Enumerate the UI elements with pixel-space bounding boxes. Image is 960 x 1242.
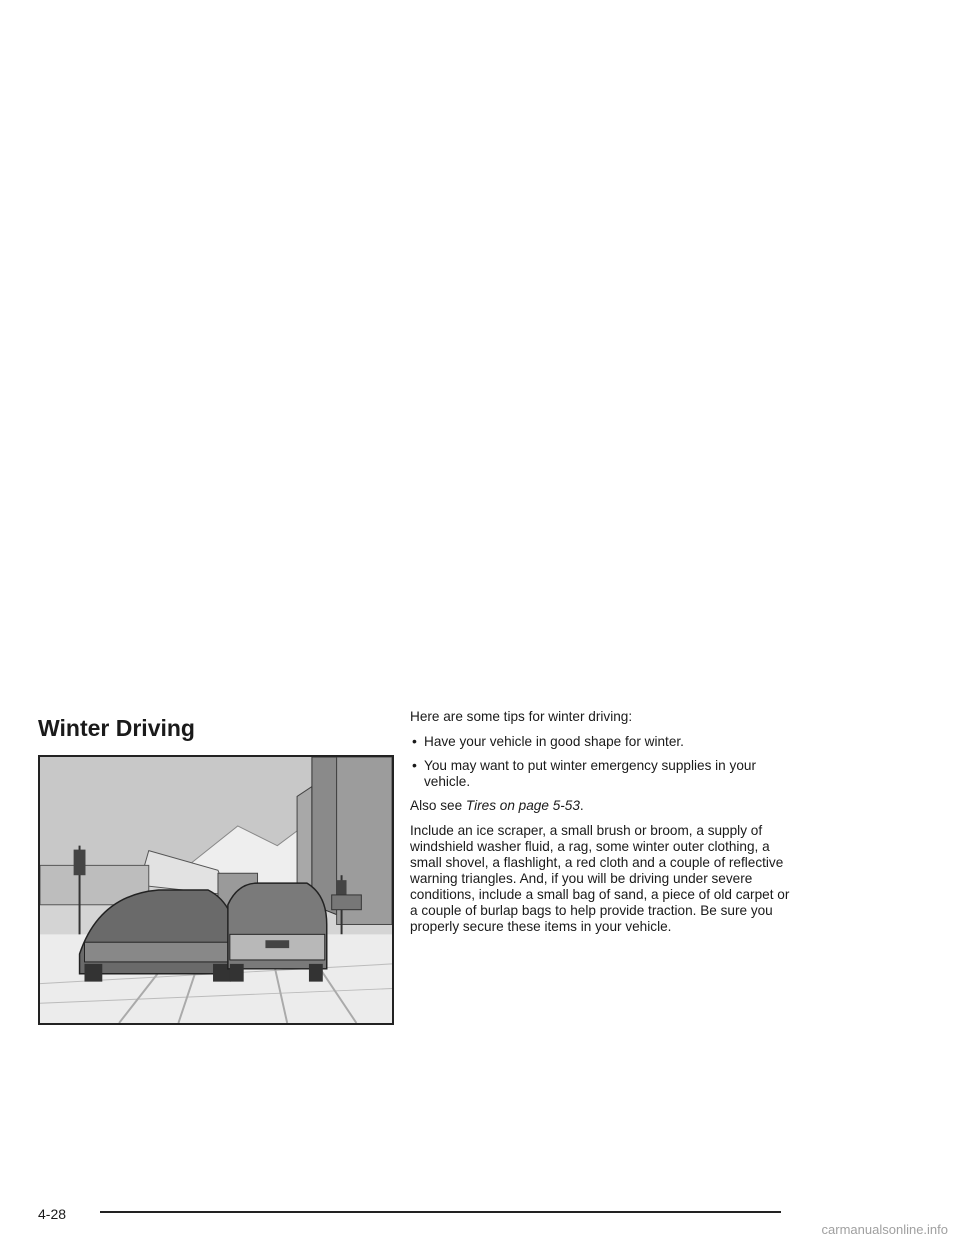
footer-divider bbox=[100, 1211, 781, 1213]
tires-reference-link[interactable]: Tires on page 5-53 bbox=[465, 798, 580, 813]
bullet-icon: • bbox=[412, 733, 417, 749]
winter-street-illustration bbox=[38, 755, 394, 1025]
intro-text: Here are some tips for winter driving: bbox=[410, 709, 633, 724]
also-see-suffix: . bbox=[579, 798, 584, 813]
watermark: carmanualsonline.info bbox=[821, 1222, 948, 1237]
list-item-text: Have your vehicle in good shape for winter. bbox=[424, 734, 684, 749]
also-see-line bbox=[410, 798, 790, 814]
also-see-prefix: Also see bbox=[410, 798, 466, 813]
tips-list bbox=[410, 734, 790, 790]
list-item bbox=[410, 734, 790, 750]
page-number: 4-28 bbox=[38, 1206, 67, 1222]
supplies-paragraph: Include an ice scraper, a small brush or broom, a supply of windshield washer fluid, a rag, some winter outer clothing, a small shovel, a flashlight, a red cloth and a couple of reflective warning triangles. And, if you will be driving under severe conditions, include a small bag of sand, a piece of old carpet or a couple of burlap bags to help provide traction. Be sure you properly secure these items in your vehicle. bbox=[410, 823, 790, 934]
list-item-text: You may want to put winter emergency supplies in your vehicle. bbox=[424, 758, 756, 789]
bullet-icon: • bbox=[412, 757, 417, 773]
list-item bbox=[410, 758, 790, 790]
body-text-column bbox=[410, 709, 790, 944]
section-title: Winter Driving bbox=[38, 715, 195, 741]
